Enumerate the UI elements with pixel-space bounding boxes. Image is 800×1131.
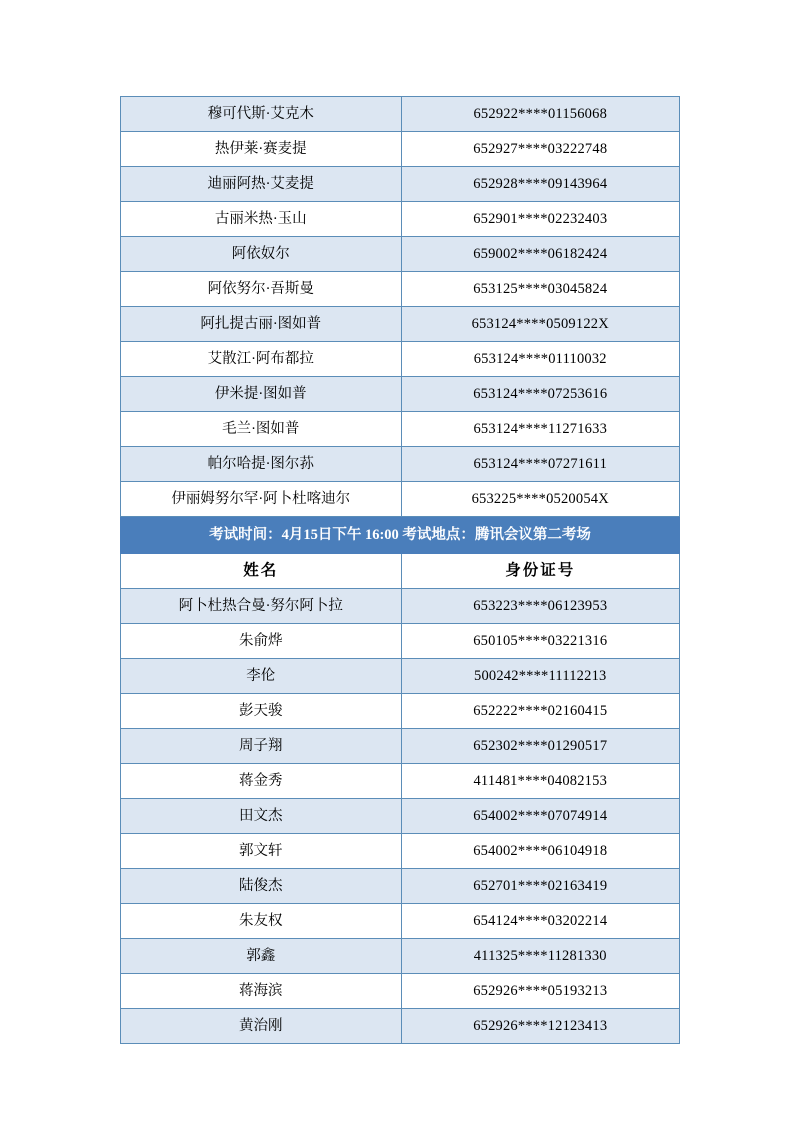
table-row xyxy=(121,869,680,904)
column-header-row xyxy=(121,554,680,589)
table-row xyxy=(121,1009,680,1044)
table-row xyxy=(121,167,680,202)
table-row xyxy=(121,272,680,307)
table-row xyxy=(121,764,680,799)
table-row xyxy=(121,624,680,659)
candidate-name-cell: 穆可代斯·艾克木 xyxy=(121,97,402,132)
candidate-name-cell: 彭天骏 xyxy=(121,694,402,729)
table-row xyxy=(121,447,680,482)
candidate-id-cell: 654002****07074914 xyxy=(401,799,680,834)
candidate-id-cell: 654002****06104918 xyxy=(401,834,680,869)
candidate-id-cell: 652927****03222748 xyxy=(401,132,680,167)
candidate-name-cell: 古丽米热·玉山 xyxy=(121,202,402,237)
table-row xyxy=(121,834,680,869)
candidate-name-cell: 阿依奴尔 xyxy=(121,237,402,272)
table-row xyxy=(121,694,680,729)
candidate-id-cell: 653223****06123953 xyxy=(401,589,680,624)
table-row xyxy=(121,482,680,517)
candidate-id-cell: 653124****11271633 xyxy=(401,412,680,447)
candidate-id-cell: 652901****02232403 xyxy=(401,202,680,237)
table-row xyxy=(121,799,680,834)
candidate-name-cell: 郭鑫 xyxy=(121,939,402,974)
candidate-id-cell: 653124****0509122X xyxy=(401,307,680,342)
candidate-id-cell: 652922****01156068 xyxy=(401,97,680,132)
candidate-id-cell: 653125****03045824 xyxy=(401,272,680,307)
table-row xyxy=(121,412,680,447)
candidate-id-cell: 652701****02163419 xyxy=(401,869,680,904)
candidate-name-cell: 田文杰 xyxy=(121,799,402,834)
candidate-name-cell: 阿依努尔·吾斯曼 xyxy=(121,272,402,307)
candidate-id-cell: 500242****11112213 xyxy=(401,659,680,694)
candidate-id-cell: 650105****03221316 xyxy=(401,624,680,659)
table-row xyxy=(121,659,680,694)
candidate-name-cell: 蒋海滨 xyxy=(121,974,402,1009)
candidate-id-cell: 652926****12123413 xyxy=(401,1009,680,1044)
candidate-id-cell: 652222****02160415 xyxy=(401,694,680,729)
candidate-id-cell: 652926****05193213 xyxy=(401,974,680,1009)
table-row xyxy=(121,939,680,974)
candidate-id-cell: 653124****07271611 xyxy=(401,447,680,482)
candidate-name-cell: 毛兰·图如普 xyxy=(121,412,402,447)
table-row xyxy=(121,342,680,377)
candidate-name-cell: 伊米提·图如普 xyxy=(121,377,402,412)
candidate-name-cell: 阿卜杜热合曼·努尔阿卜拉 xyxy=(121,589,402,624)
column-header-name: 姓名 xyxy=(121,554,402,589)
candidate-id-cell: 659002****06182424 xyxy=(401,237,680,272)
candidate-name-cell: 帕尔哈提·图尔荪 xyxy=(121,447,402,482)
candidate-id-cell: 653124****01110032 xyxy=(401,342,680,377)
table-row xyxy=(121,377,680,412)
table-row xyxy=(121,202,680,237)
candidate-name-cell: 热伊莱·赛麦提 xyxy=(121,132,402,167)
candidate-id-cell: 653225****0520054X xyxy=(401,482,680,517)
candidate-name-cell: 李伦 xyxy=(121,659,402,694)
candidate-name-cell: 朱俞烨 xyxy=(121,624,402,659)
candidate-id-cell: 652928****09143964 xyxy=(401,167,680,202)
candidate-name-cell: 蒋金秀 xyxy=(121,764,402,799)
candidate-name-cell: 黄治刚 xyxy=(121,1009,402,1044)
candidate-name-cell: 伊丽姆努尔罕·阿卜杜喀迪尔 xyxy=(121,482,402,517)
section-banner-row xyxy=(121,517,680,554)
candidate-name-cell: 陆俊杰 xyxy=(121,869,402,904)
candidate-name-cell: 阿扎提古丽·图如普 xyxy=(121,307,402,342)
table-row xyxy=(121,307,680,342)
table-row xyxy=(121,589,680,624)
column-header-id: 身份证号 xyxy=(401,554,680,589)
table-body xyxy=(121,97,680,1044)
candidate-id-cell: 411481****04082153 xyxy=(401,764,680,799)
candidate-id-cell: 654124****03202214 xyxy=(401,904,680,939)
candidate-id-cell: 411325****11281330 xyxy=(401,939,680,974)
table-row xyxy=(121,97,680,132)
table-row xyxy=(121,904,680,939)
candidate-name-cell: 艾散江·阿布都拉 xyxy=(121,342,402,377)
candidate-id-cell: 653124****07253616 xyxy=(401,377,680,412)
table-row xyxy=(121,132,680,167)
candidate-name-cell: 朱友权 xyxy=(121,904,402,939)
candidate-id-cell: 652302****01290517 xyxy=(401,729,680,764)
section-banner-text: 考试时间：4月15日下午 16:00 考试地点：腾讯会议第二考场 xyxy=(121,517,680,554)
table-row xyxy=(121,729,680,764)
candidate-name-cell: 周子翔 xyxy=(121,729,402,764)
candidate-table xyxy=(120,96,680,1044)
candidate-name-cell: 迪丽阿热·艾麦提 xyxy=(121,167,402,202)
table-row xyxy=(121,974,680,1009)
candidate-name-cell: 郭文轩 xyxy=(121,834,402,869)
table-row xyxy=(121,237,680,272)
